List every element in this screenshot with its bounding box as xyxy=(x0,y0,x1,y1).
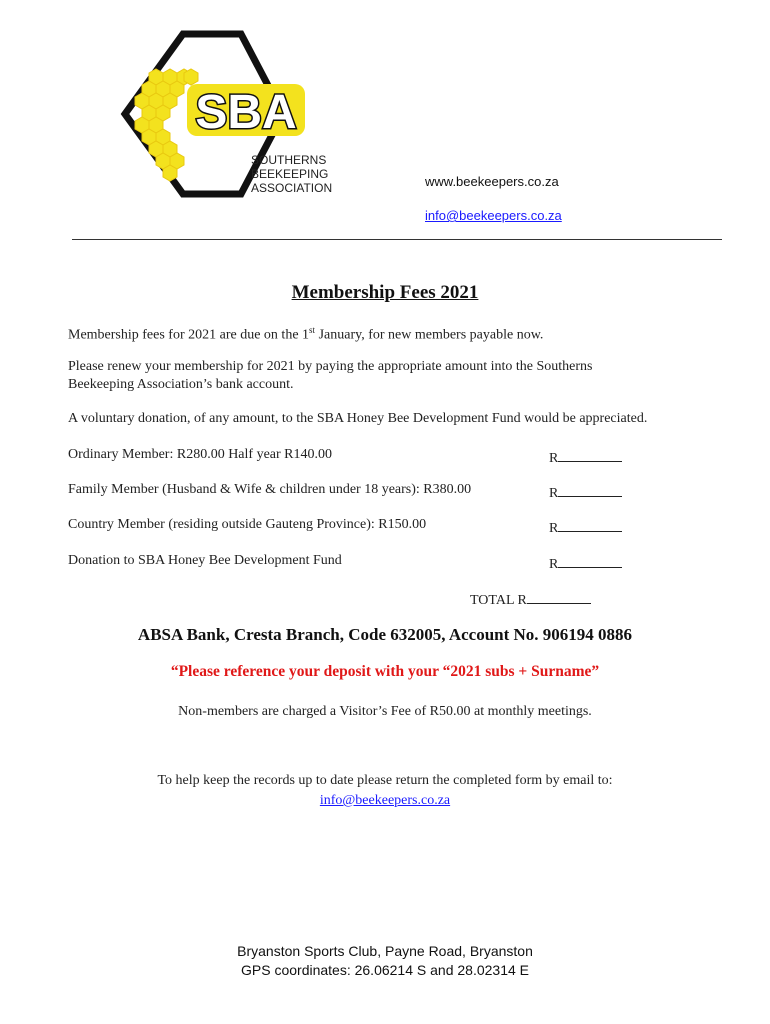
return-instructions: To help keep the records up to date please return the completed form by email to: xyxy=(157,773,613,788)
fee-row-country xyxy=(68,517,623,535)
org-line-1: SOUTHERNS xyxy=(251,153,327,167)
header-email-link[interactable]: info@beekeepers.co.za xyxy=(425,208,562,223)
fee-label: Donation to SBA Honey Bee Development Fund xyxy=(68,553,342,568)
fee-label: Country Member (residing outside Gauteng Province): R150.00 xyxy=(68,517,427,532)
fee-label: Ordinary Member: R280.00 Half year R140.00 xyxy=(68,447,332,462)
intro-p1-superscript: st xyxy=(309,325,316,335)
fee-amount-field[interactable] xyxy=(549,482,622,502)
intro-paragraph-3: A voluntary donation, of any amount, to the SBA Honey Bee Development Fund would be appreciated. xyxy=(68,411,648,426)
footer-gps: GPS coordinates: 26.06214 S and 28.02314 E xyxy=(241,962,529,978)
fee-label: Family Member (Husband & Wife & children under 18 years): R380.00 xyxy=(68,482,472,497)
return-email-row xyxy=(0,793,770,809)
total-blank-line xyxy=(527,589,591,604)
fee-currency: R xyxy=(549,557,559,572)
fee-currency: R xyxy=(549,521,559,536)
fee-row-family xyxy=(68,482,623,500)
reference-note: “Please reference your deposit with your “2021 subs + Surname” xyxy=(170,663,600,680)
fee-amount-field[interactable] xyxy=(549,517,622,537)
total-label: TOTAL R xyxy=(470,593,527,608)
fee-blank-line xyxy=(558,553,622,568)
fee-currency: R xyxy=(549,451,559,466)
fee-blank-line xyxy=(558,447,622,462)
intro-p1-text: Membership fees for 2021 are due on the 1 xyxy=(68,327,310,343)
fee-amount-field[interactable] xyxy=(549,447,622,467)
intro-p1-text-after: January, for new members payable now. xyxy=(315,327,544,343)
fee-amount-field[interactable] xyxy=(549,553,622,573)
fee-blank-line xyxy=(558,482,622,497)
fee-row-donation xyxy=(68,553,623,571)
org-name-block xyxy=(251,153,332,195)
org-line-3: ASSOCIATION xyxy=(251,181,333,195)
logo-letters: SBA xyxy=(195,86,297,139)
return-email-link[interactable]: info@beekeepers.co.za xyxy=(319,793,451,808)
fee-blank-line xyxy=(558,517,622,532)
intro-paragraph-1 xyxy=(68,321,543,345)
footer-address: Bryanston Sports Club, Payne Road, Bryanston xyxy=(237,943,533,959)
total-row[interactable] xyxy=(470,589,591,609)
header-divider xyxy=(72,239,722,240)
fee-row-ordinary xyxy=(68,447,623,465)
bank-details: ABSA Bank, Cresta Branch, Code 632005, Account No. 906194 0886 xyxy=(137,625,633,644)
intro-paragraph-2: Please renew your membership for 2021 by paying the appropriate amount into the Southerns Beekeeping Association’s bank account. xyxy=(68,359,593,392)
org-line-2: BEEKEEPING xyxy=(251,167,329,181)
visitor-fee-note: Non-members are charged a Visitor’s Fee of R50.00 at monthly meetings. xyxy=(178,704,592,719)
website-text: www.beekeepers.co.za xyxy=(425,174,559,189)
document-title: Membership Fees 2021 xyxy=(291,282,479,303)
fee-currency: R xyxy=(549,486,559,501)
